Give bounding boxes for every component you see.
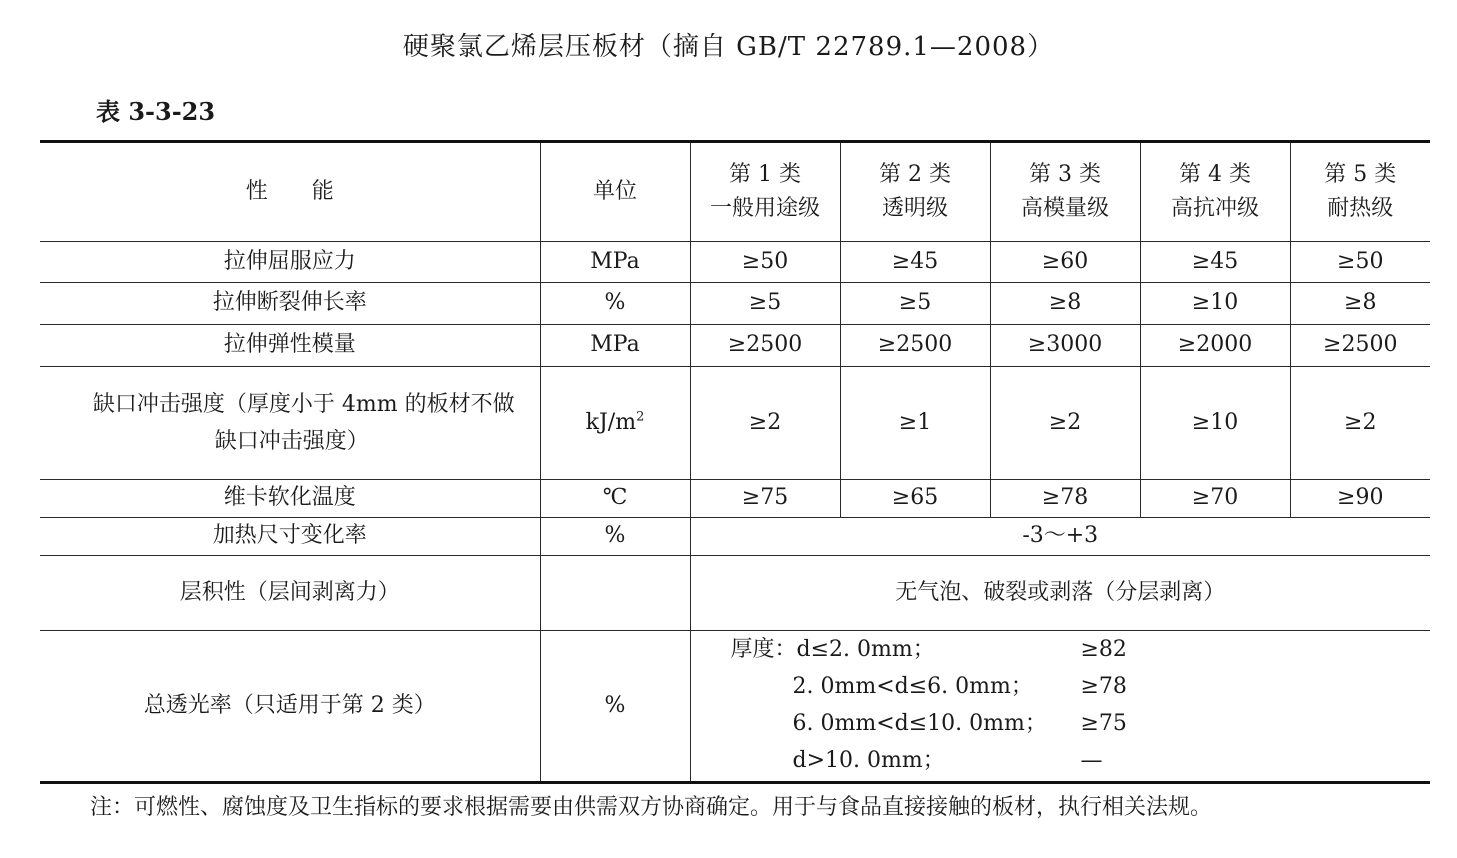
header-property: 性 能 bbox=[40, 142, 540, 242]
class-4-name: 高抗冲级 bbox=[1170, 196, 1259, 221]
row-value: ≥90 bbox=[1290, 480, 1430, 518]
row-property: 拉伸屈服应力 bbox=[40, 242, 540, 283]
thickness-range-label: 6. 0mm<d≤10. 0mm； bbox=[792, 711, 1047, 736]
table-row bbox=[40, 556, 1430, 631]
row-property: 层积性（层间剥离力） bbox=[40, 556, 540, 631]
header-class-2 bbox=[840, 142, 990, 242]
table-row bbox=[40, 631, 1430, 783]
header-class-4 bbox=[1140, 142, 1290, 242]
row-property: 加热尺寸变化率 bbox=[40, 518, 540, 556]
row-value: ≥2000 bbox=[1140, 325, 1290, 367]
table-number: 表 3-3-23 bbox=[96, 97, 216, 126]
transmittance-value: ≥78 bbox=[1080, 674, 1127, 699]
row-value: ≥8 bbox=[1290, 283, 1430, 325]
row-value: ≥10 bbox=[1140, 283, 1290, 325]
row-unit: % bbox=[540, 518, 690, 556]
transmittance-values bbox=[690, 631, 1430, 783]
row-value: ≥2 bbox=[990, 367, 1140, 480]
class-1-name: 一般用途级 bbox=[709, 196, 820, 221]
table-row bbox=[40, 367, 1430, 480]
row-value: ≥65 bbox=[840, 480, 990, 518]
row-unit: ℃ bbox=[540, 480, 690, 518]
transmittance-value: — bbox=[1080, 748, 1103, 773]
row-property: 拉伸断裂伸长率 bbox=[40, 283, 540, 325]
unit-base: kJ/m bbox=[585, 409, 637, 435]
row-value: ≥50 bbox=[690, 242, 840, 283]
row-value: ≥78 bbox=[990, 480, 1140, 518]
class-3-number: 第 3 类 bbox=[1029, 161, 1101, 187]
thickness-range-label: d>10. 0mm； bbox=[792, 748, 945, 773]
row-value: ≥5 bbox=[690, 283, 840, 325]
table-row bbox=[40, 283, 1430, 325]
row-value: ≥70 bbox=[1140, 480, 1290, 518]
spec-table bbox=[40, 140, 1430, 784]
row-unit: % bbox=[540, 631, 690, 783]
header-class-3 bbox=[990, 142, 1140, 242]
row-value: ≥2500 bbox=[1290, 325, 1430, 367]
row-unit: MPa bbox=[540, 325, 690, 367]
table-footnote: 注：可燃性、腐蚀度及卫生指标的要求根据需要由供需双方协商确定。用于与食品直接接触的板材，执行相关法规。 bbox=[90, 795, 1213, 820]
class-2-name: 透明级 bbox=[881, 196, 948, 221]
class-5-name: 耐热级 bbox=[1327, 196, 1394, 221]
row-property: 维卡软化温度 bbox=[40, 480, 540, 518]
row-value: ≥50 bbox=[1290, 242, 1430, 283]
row-value-merged: 无气泡、破裂或剥落（分层剥离） bbox=[690, 556, 1430, 631]
class-1-number: 第 1 类 bbox=[729, 161, 801, 187]
class-2-number: 第 2 类 bbox=[879, 161, 951, 187]
row-value: ≥8 bbox=[990, 283, 1140, 325]
row-property: 缺口冲击强度（厚度小于 4mm 的板材不做缺口冲击强度） bbox=[40, 367, 540, 480]
row-property: 总透光率（只适用于第 2 类） bbox=[40, 631, 540, 783]
row-unit bbox=[540, 556, 690, 631]
row-value: ≥45 bbox=[1140, 242, 1290, 283]
row-value: ≥3000 bbox=[990, 325, 1140, 367]
row-property: 拉伸弹性模量 bbox=[40, 325, 540, 367]
row-value: ≥2 bbox=[690, 367, 840, 480]
table-row bbox=[40, 242, 1430, 283]
row-unit: MPa bbox=[540, 242, 690, 283]
document-title: 硬聚氯乙烯层压板材（摘自 GB/T 22789.1—2008） bbox=[402, 32, 1055, 62]
transmittance-value: ≥82 bbox=[1080, 637, 1127, 662]
thickness-range-label: 2. 0mm<d≤6. 0mm； bbox=[792, 674, 1033, 699]
table-row bbox=[40, 325, 1430, 367]
row-value: ≥60 bbox=[990, 242, 1140, 283]
header-class-5 bbox=[1290, 142, 1430, 242]
row-value: ≥75 bbox=[690, 480, 840, 518]
row-value: ≥5 bbox=[840, 283, 990, 325]
row-value-merged: -3～+3 bbox=[690, 518, 1430, 556]
unit-superscript: 2 bbox=[636, 409, 645, 425]
row-value: ≥10 bbox=[1140, 367, 1290, 480]
row-value: ≥45 bbox=[840, 242, 990, 283]
table-header-row bbox=[40, 142, 1430, 242]
class-5-number: 第 5 类 bbox=[1324, 161, 1397, 187]
thickness-range-label: 厚度：d≤2. 0mm； bbox=[730, 637, 935, 662]
transmittance-list bbox=[691, 631, 1431, 781]
class-4-number: 第 4 类 bbox=[1179, 161, 1251, 187]
transmittance-value: ≥75 bbox=[1080, 711, 1127, 736]
row-unit bbox=[540, 367, 690, 480]
row-value: ≥2 bbox=[1290, 367, 1430, 480]
row-value: ≥2500 bbox=[690, 325, 840, 367]
row-unit: % bbox=[540, 283, 690, 325]
header-class-1 bbox=[690, 142, 840, 242]
class-3-name: 高模量级 bbox=[1020, 196, 1109, 221]
header-unit: 单位 bbox=[540, 142, 690, 242]
row-value: ≥2500 bbox=[840, 325, 990, 367]
table-row bbox=[40, 480, 1430, 518]
table-row bbox=[40, 518, 1430, 556]
row-value: ≥1 bbox=[840, 367, 990, 480]
